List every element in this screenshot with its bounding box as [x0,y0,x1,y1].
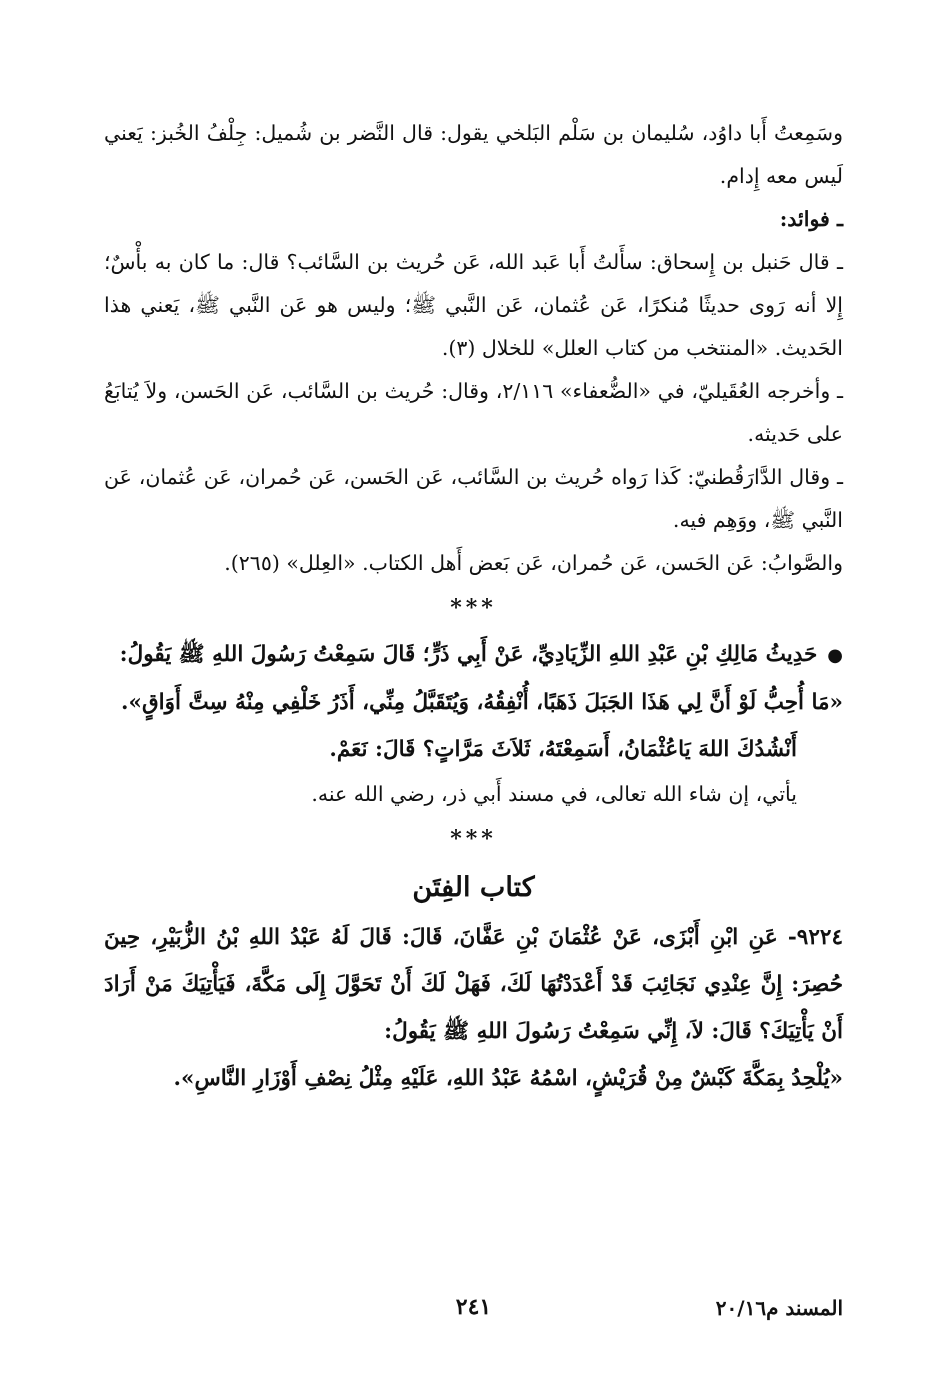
page-body [104,112,843,1102]
bullet-icon: ● [827,645,843,666]
paragraph-uqayli: ـ وأخرجه العُقَيليّ، في «الضُّعفاء» ٢/١١٦، وقال: حُريث بن السَّائب، عَن الحَسن، ولاَ يُتابَعُ على حَديثه. [104,379,843,446]
hadith-9224: ٩٢٢٤- عَنِ ابْنِ أَبْزَى، عَنْ عُثْمَانَ بْنِ عَفَّانَ، قَالَ: قَالَ لَهُ عَبْدُ اللهِ بْنُ الزُّبَيْرِ، حِينَ حُصِرَ: إِنَّ عِنْدِي نَجَائِبَ قَدْ أَعْدَدْتُهَا لَكَ، فَهَلْ لَكَ أَنْ تَحَوَّلَ إِلَى مَكَّةَ، فَيَأْتِيَكَ مَنْ أَرَادَ أَنْ يَأْتِيَكَ؟ قَالَ: لاَ، إِنِّي سَمِعْتُ رَسُولَ اللهِ ﷺ يَقُولُ: [104,925,843,1044]
section-divider-stars: *** [450,595,497,621]
hadith-intro-abu-dharr [104,631,843,679]
signature-mark: المسند م٢٠/١٦ [715,1296,843,1320]
paragraph-hanbal: ـ قال حَنبل بن إِسحاق: سأَلتُ أَبا عَبد الله، عَن حُريث بن السَّائب؟ قال: ما كان به بأْسٌ؛ إِلا أنه رَوى حديثًا مُنكرًا، عَن عُثمان، عَن النَّبي ﷺ؛ وليس هو عَن النَّبي ﷺ، يَعني هذا الحَديث. «المنتخب من كتاب العلل» للخلال (٣). [104,250,843,360]
fawaid-heading: ـ فوائد: [779,207,843,231]
hadith-text-abu-dharr: «مَا أُحِبُّ لَوْ أَنَّ لِي هَذَا الجَبَلَ ذَهَبًا، أُنْفِقُهُ، وَيُتَقَبَّلُ مِنِّي، أَذَرُ خَلْفِي مِنْهُ سِتَّ أَوَاقٍ». [121,690,843,715]
section-divider-stars-2: *** [450,826,497,852]
hadith-oath-line: أَنْشُدُكَ اللهَ يَاعُثْمَانُ، أَسَمِعْتَهُ، ثَلاَثَ مَرَّاتٍ؟ قَالَ: نَعَمْ. [329,737,797,762]
paragraph-nadr-quote: وسَمِعتُ أَبا داوُد، سُليمان بن سَلْم البَلخي يقول: قال النَّضر بن شُميل: جِلْفُ الخُبز: يَعني لَيس معه إِدام. [104,121,843,188]
paragraph-sawab: والصَّوابُ: عَن الحَسن، عَن حُمران، عَن بَعض أَهل الكتاب. «العِلل» (٢٦٥). [224,551,843,575]
cross-reference-note: يأتي، إن شاء الله تعالى، في مسند أَبي ذر، رضي الله عنه. [311,782,797,806]
paragraph-daraqutni: ـ وقال الدَّارَقُطنيّ: كَذا رَواه حُريث بن السَّائب، عَن الحَسن، عَن حُمران، عَن عُثمان، عَن النَّبي ﷺ، ووَهِم فيه. [104,465,843,532]
hadith-9224-text: «يُلْحِدُ بِمَكَّةَ كَبْشٌ مِنْ قُرَيْشٍ، اسْمُهُ عَبْدُ اللهِ، عَلَيْهِ مِثْلُ نِصْفِ أَوْزَارِ النَّاسِ». [173,1066,843,1091]
page-footer [104,1290,843,1330]
hadith-intro-text: حَدِيثُ مَالِكِ بْنِ عَبْدِ اللهِ الزِّيَادِيِّ، عَنْ أَبِي ذَرٍّ؛ قَالَ سَمِعْتُ رَسُولَ اللهِ ﷺ يَقُولُ: [119,642,818,667]
page-number: ٢٤١ [455,1294,492,1320]
chapter-title: كتاب الفِتَن [412,872,535,903]
